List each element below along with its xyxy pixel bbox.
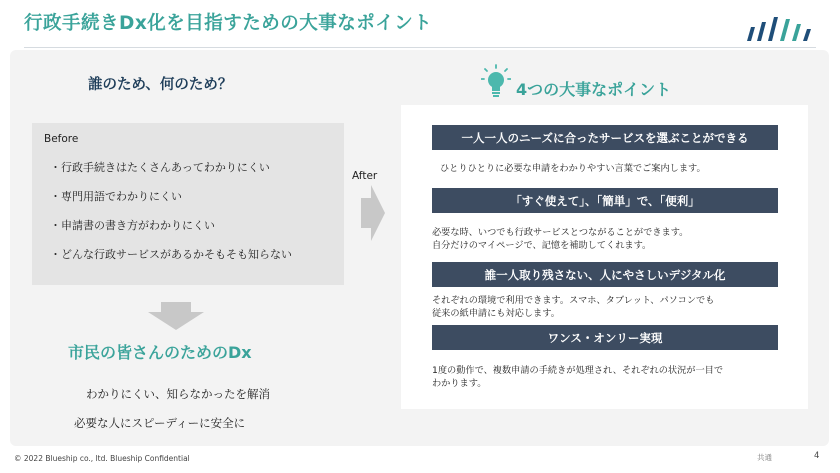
before-item: ・どんな行政サービスがあるかそもそも知らない	[50, 248, 292, 261]
point-title: 一人一人のニーズに合ったサービスを選ぶことができる	[432, 125, 778, 150]
point-title: ワンス・オンリー実現	[432, 325, 778, 350]
point-desc: 1度の動作で、複数申請の手続きが処理され、それぞれの状況が一目で	[432, 365, 724, 376]
point-desc: 自分だけのマイページで、記憶を補助してくれます。	[432, 240, 652, 251]
company-logo	[745, 13, 817, 41]
lightbulb-icon	[481, 64, 511, 98]
point-desc: 従来の紙申請にも対応します。	[432, 308, 560, 319]
before-item: ・専門用語でわかりにくい	[50, 190, 182, 203]
before-label: Before	[44, 133, 79, 145]
title-divider	[24, 47, 816, 48]
footer-classification: 共通	[757, 453, 772, 462]
before-item: ・申請書の書き方がわかりにくい	[50, 219, 215, 232]
citizen-line: 必要な人にスピーディーに安全に	[74, 416, 246, 430]
citizen-heading: 市民の皆さんのためのDx	[68, 343, 252, 362]
citizen-line: わかりにくい、知らなかったを解消	[86, 387, 270, 401]
page-number: 4	[814, 451, 820, 461]
point-title: 誰一人取り残さない、人にやさしいデジタル化	[432, 262, 778, 287]
after-label: After	[352, 170, 378, 182]
point-desc: それぞれの環境で利用できます。スマホ、タブレット、パソコンでも	[432, 295, 715, 306]
points-heading: 4つの大事なポイント	[516, 80, 672, 99]
footer-copyright: © 2022 Blueship co., ltd. Blueship Confidential	[14, 454, 190, 463]
before-item: ・行政手続きはたくさんあってわかりにくい	[50, 161, 270, 174]
point-desc: ひとりひとりに必要な申請をわかりやすい言葉でご案内します。	[440, 163, 706, 174]
arrow-down-icon	[148, 302, 204, 330]
point-desc: 必要な時、いつでも行政サービスとつながることができます。	[432, 227, 689, 238]
point-desc: わかります。	[432, 378, 487, 389]
slide-title: 行政手続きDx化を目指すための大事なポイント	[24, 13, 433, 34]
question-heading: 誰のため、何のため？	[88, 77, 233, 93]
arrow-right-icon	[361, 185, 385, 241]
point-title: 「すぐ使えて」、「簡単」で、「便利」	[432, 188, 778, 213]
